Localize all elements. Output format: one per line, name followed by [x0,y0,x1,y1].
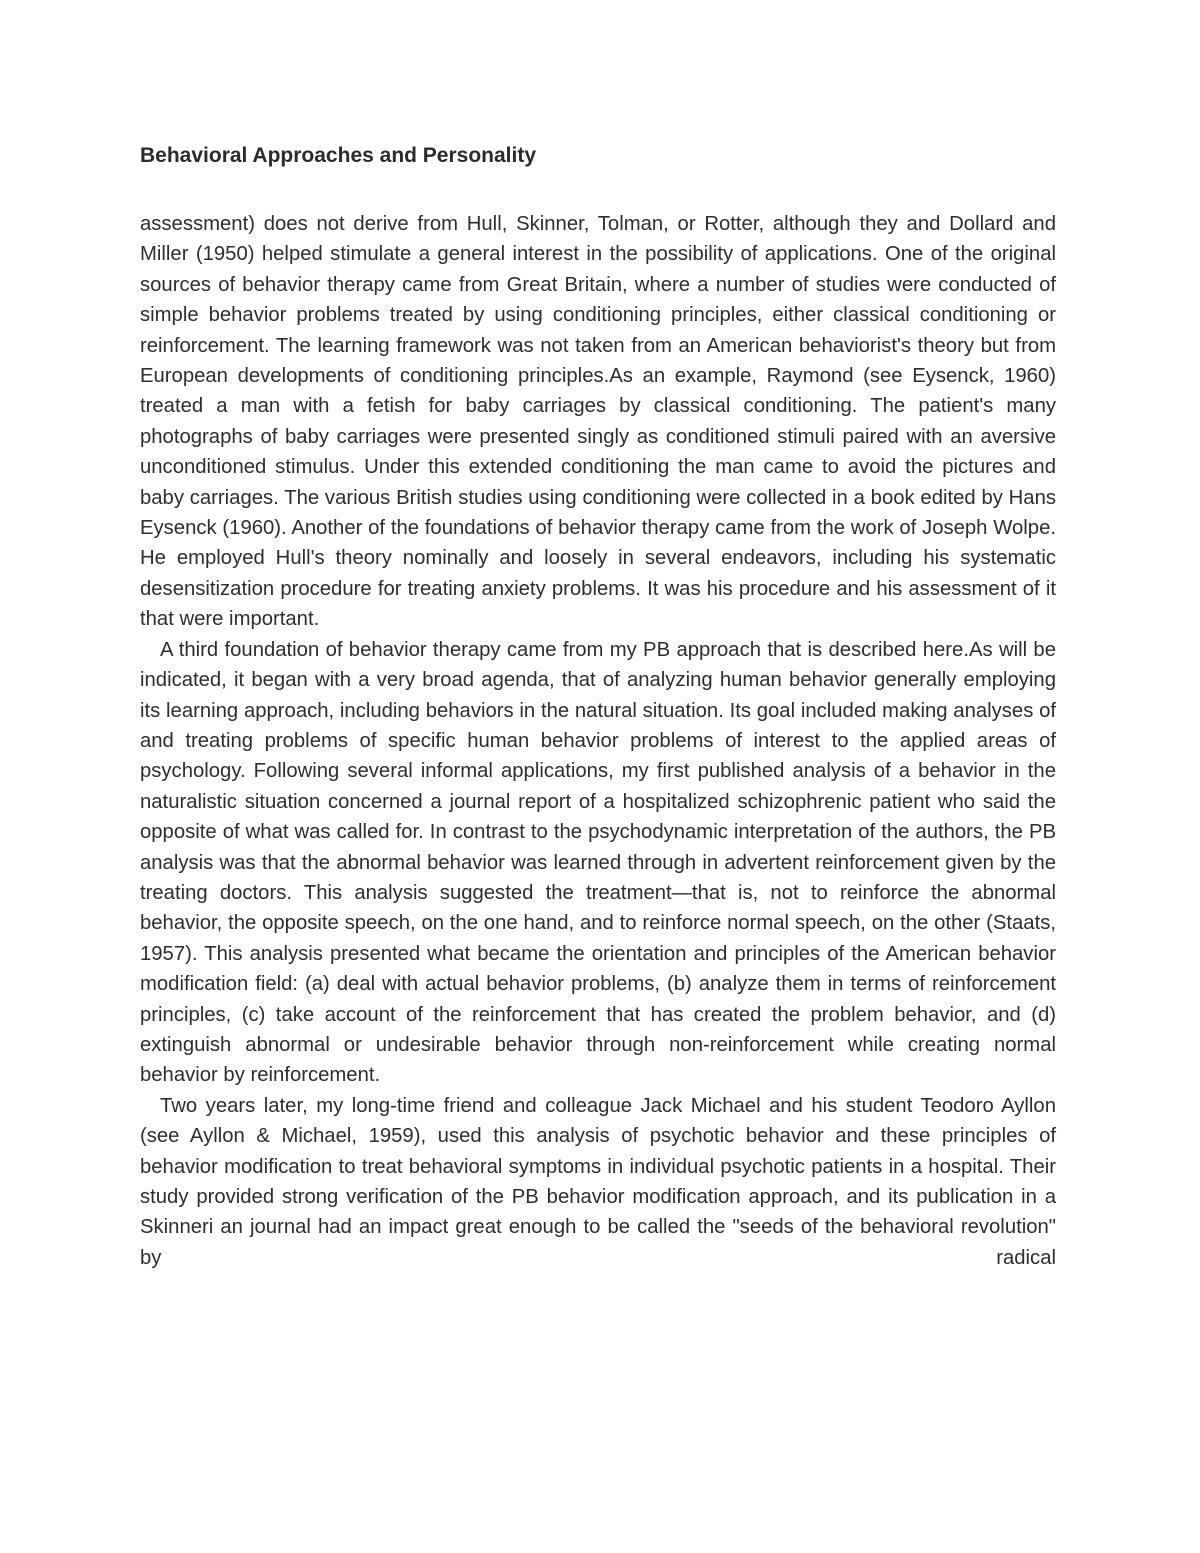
page-heading: Behavioral Approaches and Personality [140,144,537,167]
document-body [140,209,1056,1273]
paragraph-2: A third foundation of behavior therapy came from my PB approach that is described here.As will be indicated, it began with a very broad agenda, that of analyzing human behavior generally employing its learning approach, including behaviors in the natural situation. Its goal included making analyses of and treating problems of specific human behavior problems of interest to the applied areas of psychology. Following several informal applications, my first published analysis of a behavior in the naturalistic situation concerned a journal report of a hospitalized schizophrenic patient who said the opposite of what was called for. In contrast to the psychodynamic interpretation of the authors, the PB analysis was that the abnormal behavior was learned through in advertent reinforcement given by the treating doctors. This analysis suggested the treatment—that is, not to reinforce the abnormal behavior, the opposite speech, on the one hand, and to reinforce normal speech, on the other (Staats, 1957). This analysis presented what became the orientation and principles of the American behavior modification field: (a) deal with actual behavior problems, (b) analyze them in terms of reinforcement principles, (c) take account of the reinforcement that has created the problem behavior, and (d) extinguish abnormal or undesirable behavior through non-reinforcement while creating normal behavior by reinforcement. [140,638,1056,1087]
paragraph-3: Two years later, my long-time friend and colleague Jack Michael and his student Teodoro Ayllon (see Ayllon & Michael, 1959), used this analysis of psychotic behavior and these principles of behavior modification to treat behavioral symptoms in individual psychotic patients in a hospital. Their study provided strong verification of the PB behavior modification approach, and its publication in a Skinneri an journal had an impact great enough to be called the "seeds of the behavioral revolution" by radical [140,1094,1056,1269]
paragraph-1: assessment) does not derive from Hull, Skinner, Tolman, or Rotter, although they and Dollard and Miller (1950) helped stimulate a general interest in the possibility of applications. One of the original sources of behavior therapy came from Great Britain, where a number of studies were conducted of simple behavior problems treated by using conditioning principles, either classical conditioning or reinforcement. The learning framework was not taken from an American behaviorist's theory but from European developments of conditioning principles.As an example, Raymond (see Eysenck, 1960) treated a man with a fetish for baby carriages by classical conditioning. The patient's many photographs of baby carriages were presented singly as conditioned stimuli paired with an aversive unconditioned stimulus. Under this extended conditioning the man came to avoid the pictures and baby carriages. The various British studies using conditioning were collected in a book edited by Hans Eysenck (1960). Another of the foundations of behavior therapy came from the work of Joseph Wolpe. He employed Hull's theory nominally and loosely in several endeavors, including his systematic desensitization procedure for treating anxiety problems. It was his procedure and his assessment of it that were important. [140,213,1056,631]
